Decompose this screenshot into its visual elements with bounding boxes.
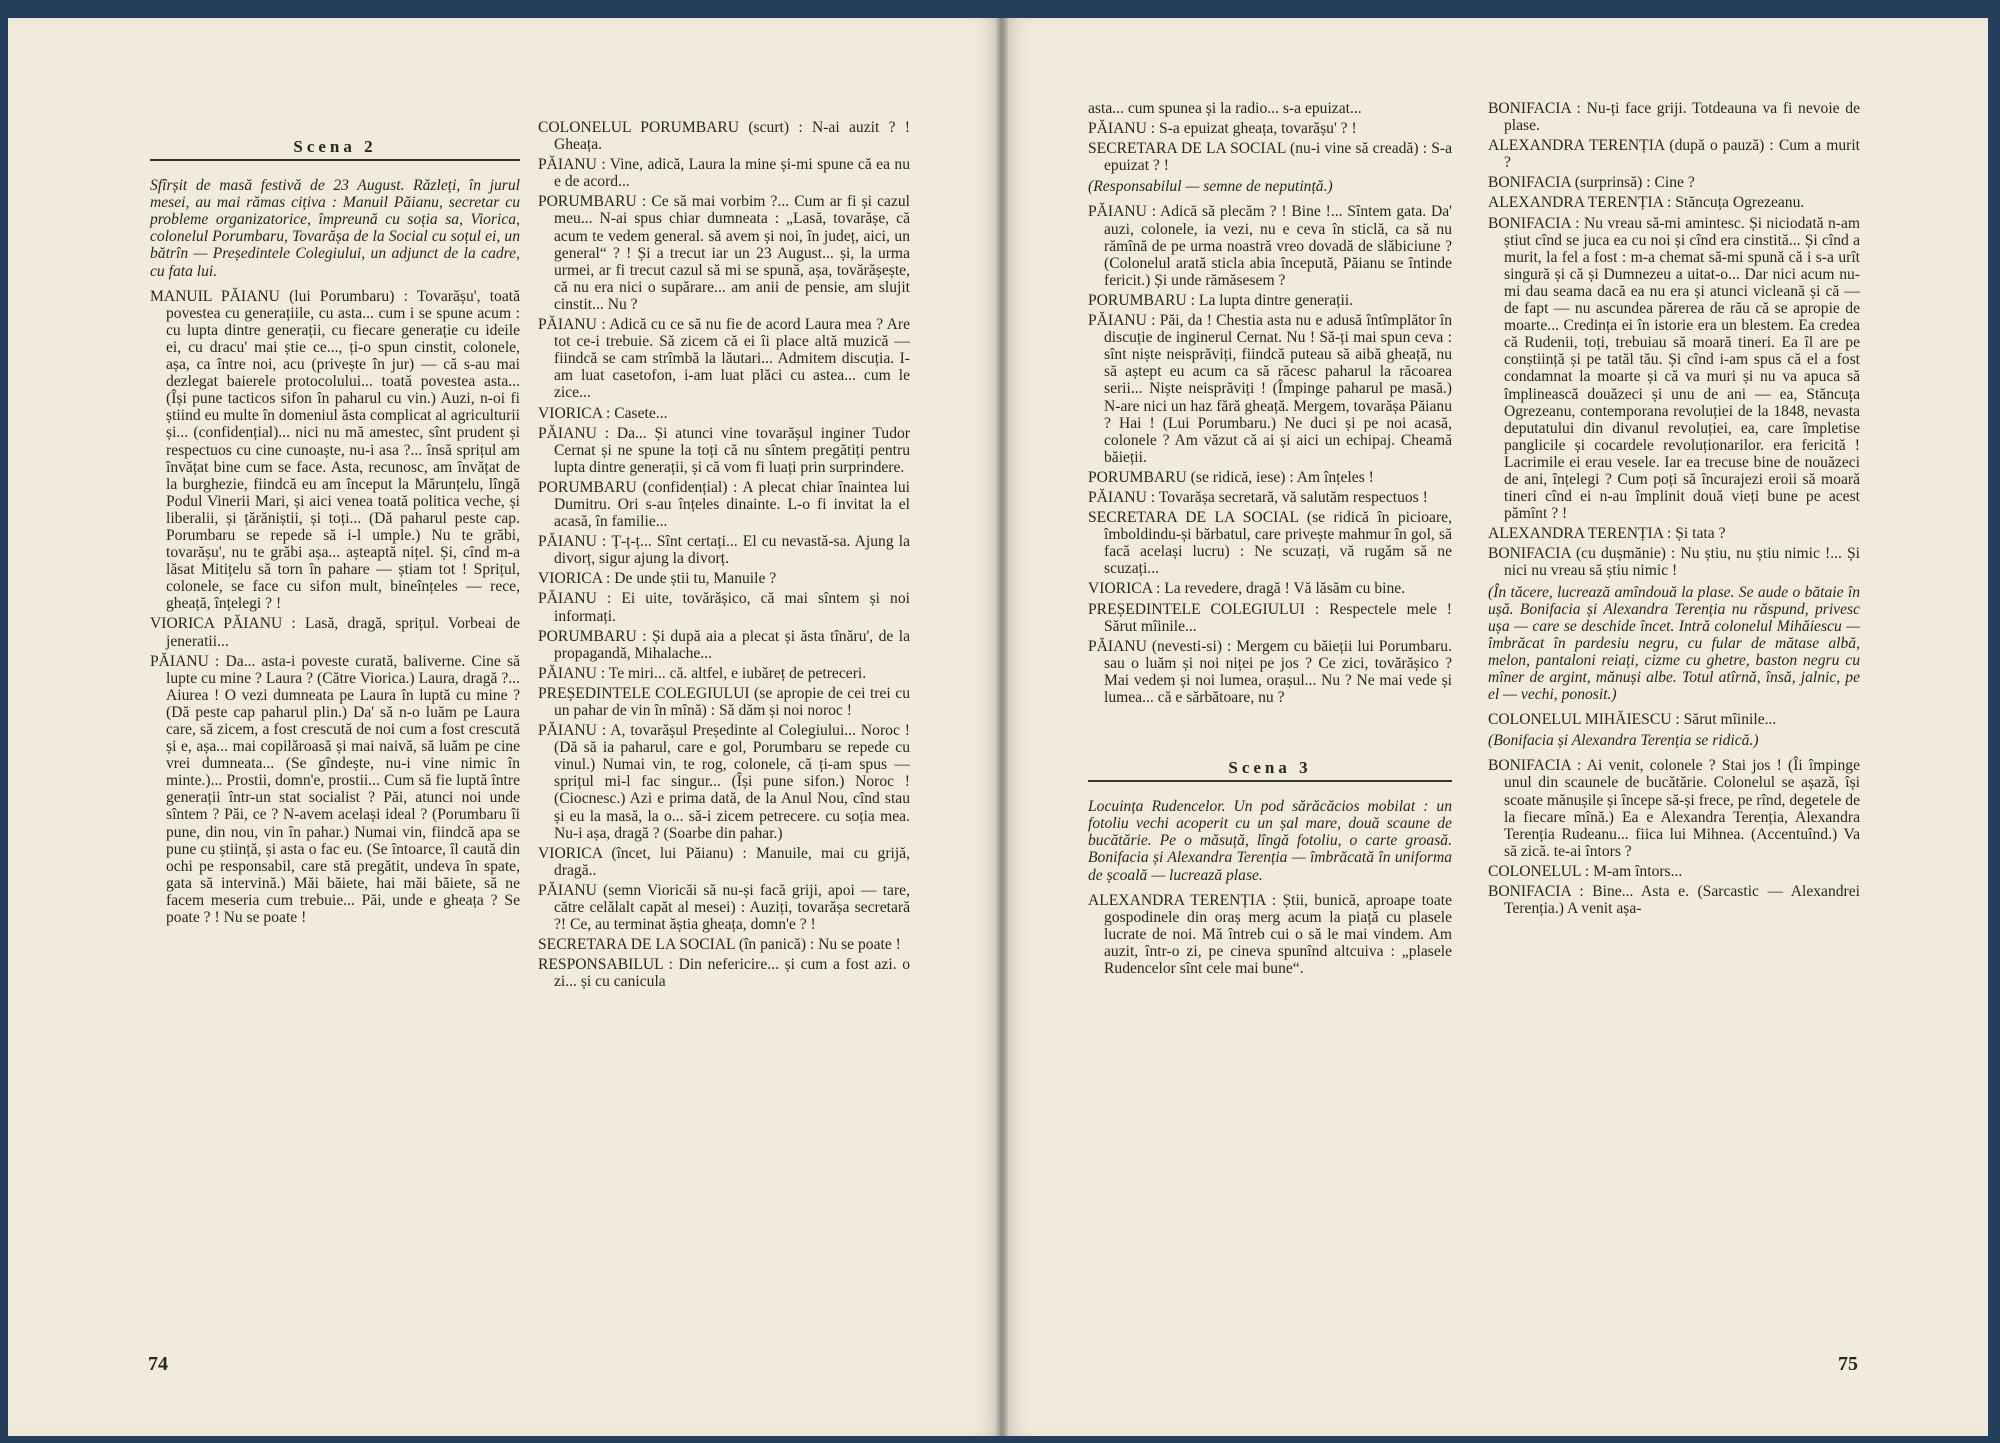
dialogue-line: BONIFACIA : Nu-ți face griji. Totdeauna va fi nevoie de plase. — [1488, 100, 1860, 135]
stage-direction: Locuința Rudencelor. Un pod sărăcăcios mobilat : un fotoliu vechi acoperit cu un șal mare, două scaune de bucătărie. Pe o măsuță, lîngă fotoliu, o carte groasă. Bonifacia și Alexandra Terenția — îmbrăcată în uniforma de școală — lucrează plase. — [1088, 798, 1452, 884]
dialogue-line: PĂIANU : Da... Și atunci vine tovarășul inginer Tudor Cernat și ne spune la toți că nu sîntem pregătiți pentru lupta dintre generații, și că vom fi luați prin surprindere. — [538, 424, 910, 476]
dialogue-line: MANUIL PĂIANU (lui Porumbaru) : Tovarășu', toată povestea cu generațiile, cu asta... cum i se spune acum : cu lupta dintre generații, cu fiecare generație cu ideile ei, cu dracu' mai știe ce..., ți-o spun cinstit, colonele, așa, ca între noi, acu (privește în jur) — că s-au mai dezlegat baierele protocolului... toată povestea asta... (Își pune tacticos sifon în paharul cu vin.) Auzi, n-oi fi știind eu multe în domeniul ăsta complicat al agriculturii și... (confidențial)... nici nu mă amestec, sînt prudent și respectuos cu cine cunoaște, nu-i asa ?... însă sprițul am învățat bine cum se face. Asta, recunosc, am învățat de la burghezie, fiindcă eu am început la Mărunțelu, lîngă Podul Vinerii Mari, și aici venea toată politica veche, și liberalii, și țărăniștii, și toți... (Dă paharul peste cap. Porumbaru se repede să i-l umple.) Nu te grăbi, tovarășu', nu te grăbi așa... așteaptă nițel. Și, cînd m-a lăsat Mitițelu să torn în pahare — știam tot ! Sprițul, colonele, se face cu sifon mult, bineînțeles — rece, gheață, înțelegi ? ! — [150, 287, 520, 613]
book-gutter — [996, 18, 1008, 1436]
page-number-left: 74 — [148, 1353, 168, 1375]
dialogue-line: PĂIANU : Păi, da ! Chestia asta nu e adusă întîmplător în discuție de inginerul Cernat. Nu ! Să-ți mai spun ceva : sînt niște neisprăviți, fiindcă puteau să aibă gheață, nu să aștept eu acum ca să răcesc paharul la răcoarea serii... Niște neisprăviți ! (Împinge paharul pe masă.) N-are nici un haz fără gheață. Mergem, tovarășa Păianu ? Hai ! (Lui Porumbaru.) Ne duci și pe noi acasă, colonele ? Am văzut că ai și aici un echipaj. Cheamă băieții. — [1088, 312, 1452, 466]
left-page — [8, 18, 1002, 1436]
dialogue-line: ALEXANDRA TERENȚIA (după o pauză) : Cum a murit ? — [1488, 137, 1860, 172]
spacer — [1088, 709, 1452, 745]
dialogue-continuation: asta... cum spunea și la radio... s-a epuizat... — [1088, 100, 1362, 117]
stage-direction: (Responsabilul — semne de neputință.) — [1088, 178, 1333, 196]
scene-heading: Scena 2 — [293, 137, 377, 156]
dialogue-line: VIORICA : La revedere, dragă ! Vă lăsăm cu bine. — [1088, 580, 1406, 598]
dialogue-line: BONIFACIA : Nu vreau să-mi amintesc. Și niciodată n-am știut cînd se juca ea cu noi și cînd era cinstită... Și cînd a murit, la fel a fost : m-a chemat să-mi spună că i s-a urît singură și că și Dumnezeu a uitat-o... Dar nici acum nu-mi dau seama dacă ea nu era și atunci vicleană și că — de fapt — nu ascundea părerea de rău că se apropie de moarte... Credința ei în istorie era un blestem. Ea credea că Rudenii, toți, trebuiau să moară tineri. Ea îl are pe conștiință și pe tatăl tău. Și cînd i-am spus că el a fost condamnat la moarte și că va muri și nu va apuca să împlinească douăzeci și unu de ani — ea, Stăncuța Ogrezeanu, contemporana revoluției de la 1848, nevasta deputatului din divanul revoluției, ea, care împletise panglicile și cocardele revoluționarilor. era fericită ! Lacrimile ei erau vesele. Iar ea trecuse bine de nouăzeci de ani, înțelegi ? Cum poți să încurajezi eroii să moară tineri cînd ei n-au împlinit două vieți bune pe acest pămînt ? ! — [1488, 214, 1860, 523]
dialogue-line: PĂIANU : Vine, adică, Laura la mine și-mi spune că ea nu e de acord... — [538, 156, 910, 191]
right-page — [1002, 18, 1988, 1436]
dialogue-line: BONIFACIA : Ai venit, colonele ? Stai jos ! (Îi împinge unul din scaunele de bucătărie. Colonelul se așază, își scoate mănușile și începe să-și frece, pe rînd, degetele de la fiecare mînă.) Ea e Alexandra Terenția, Alexandra Terenția Rudeanu... fiica lui Mihnea. (Accentuînd.) Va să zică. te-ai întors ? — [1488, 757, 1860, 860]
dialogue-line: PĂIANU (semn Vioricăi să nu-și facă griji, apoi — tare, către celălalt capăt al mesei) : Auziți, tovarășa secretară ?! Ce, au terminat ăștia gheața, domn'e ? ! — [538, 881, 910, 934]
dialogue-line: SECRETARA DE LA SOCIAL (în panică) : Nu se poate ! — [538, 936, 901, 954]
dialogue-line: PREȘEDINTELE COLEGIULUI (se apropie de cei trei cu un pahar de vin în mînă) : Să dăm și noi noroc ! — [538, 684, 910, 719]
dialogue-line: ALEXANDRA TERENȚIA : Stăncuța Ogrezeanu. — [1488, 194, 1805, 212]
scene-divider — [150, 159, 520, 161]
dialogue-line: RESPONSABILUL : Din nefericire... și cum a fost azi. o zi... și cu canicula — [538, 956, 910, 991]
left-column-2 — [538, 119, 910, 994]
dialogue-line: BONIFACIA (cu dușmănie) : Nu știu, nu știu nimic !... Și nici nu vreau să știu nimic ! — [1488, 545, 1860, 580]
dialogue-line: PĂIANU : Ț-ț-ț... Sînt certați... El cu nevastă-sa. Ajung la divorț, sigur ajung la divorț. — [538, 533, 910, 568]
dialogue-line: PORUMBARU (confidențial) : A plecat chiar înaintea lui Dumitru. Ori s-au înțeles dinainte. L-o fi invitat la el acasă, în familie... — [538, 478, 910, 531]
scene-divider — [1088, 780, 1452, 782]
dialogue-line: PORUMBARU : Și după aia a plecat și ăsta tînăru', de la propagandă, Mihalache... — [538, 627, 910, 662]
dialogue-line: BONIFACIA (surprinsă) : Cine ? — [1488, 174, 1695, 192]
right-column-2 — [1488, 100, 1860, 920]
dialogue-line: ALEXANDRA TERENȚIA : Și tata ? — [1488, 525, 1726, 543]
dialogue-line: VIORICA (încet, lui Păianu) : Manuile, mai cu grijă, dragă.. — [538, 844, 910, 879]
dialogue-line: PĂIANU (nevesti-si) : Mergem cu băieții lui Porumbaru. sau o luăm și noi niței pe jos ? Ce zici, tovărășico ? Mai vedem și noi lumea, orașul... Nu ? Ne mai vede și lumea... că e sărbătoare, nu ? — [1088, 637, 1452, 706]
right-column-1 — [1088, 100, 1452, 980]
dialogue-line: SECRETARA DE LA SOCIAL (se ridică în picioare, îmboldindu-și bărbatul, care privește mahmur în gol, să facă același lucru) : Ne scuzați, vă rugăm să ne scuzați... — [1088, 509, 1452, 578]
dialogue-line: VIORICA : De unde știi tu, Manuile ? — [538, 570, 777, 588]
dialogue-line: PORUMBARU : La lupta dintre generații. — [1088, 291, 1354, 309]
dialogue-line: PĂIANU : Tovarășa secretară, vă salutăm respectuos ! — [1088, 488, 1428, 506]
dialogue-line: VIORICA PĂIANU : Lasă, dragă, sprițul. Vorbeai de jeneratii... — [150, 615, 520, 650]
dialogue-line: ALEXANDRA TERENȚIA : Știi, bunică, aproape toate gospodinele din oraș merg acum la piață cu plasele lucrate de noi. Mă întreb cui o să le mai vindem. Am auzit, într-o zi, pe cineva spunînd altcuiva : „plasele Rudencelor sînt cele mai bune“. — [1088, 891, 1452, 978]
dialogue-line: COLONELUL : M-am întors... — [1488, 862, 1683, 880]
dialogue-line: PORUMBARU : Ce să mai vorbim ?... Cum ar fi și cazul meu... N-ai spus chiar dumneata : „Lasă, tovarășe, că acum te vedem general. să avem și noi, în județ, aici, un general“ ? ! Și a trecut iar un 23 August... și, la urma urmei, ar fi trecut cazul să mi se spună, așa, tovărășește, că nu era nici o supărare... am anii de pensie, am slujit cinstit... Nu ? — [538, 193, 910, 313]
dialogue-line: PĂIANU : A, tovarășul Președinte al Colegiului... Noroc ! (Dă să ia paharul, care e gol, Porumbaru se repede cu vinul.) Numai vin, te rog, colonele, că ți-am spus — sprițul mi-l fac singur... (Își pune sifon.) Noroc ! (Ciocnesc.) Azi e prima dată, de la Anul Nou, cînd stau și eu la masă, la o... să-i zicem petrecere. cu soția mea. Nu-i așa, dragă ? (Soarbe din pahar.) — [538, 722, 910, 842]
dialogue-line: PREȘEDINTELE COLEGIULUI : Respectele mele ! Sărut mîinile... — [1088, 600, 1452, 635]
dialogue-line: BONIFACIA : Bine... Asta e. (Sarcastic — Alexandrei Terenția.) A venit așa- — [1488, 883, 1860, 918]
dialogue-line: SECRETARA DE LA SOCIAL (nu-i vine să creadă) : S-a epuizat ? ! — [1088, 140, 1452, 175]
stage-direction: Sfîrșit de masă festivă de 23 August. Răzleți, în jurul mesei, au mai rămas cițiva : Manuil Păianu, secretar cu probleme organizatorice, împreună cu soția sa, Viorica, colonelul Porumbaru, Tovarășa de la Social cu soțul ei, un bătrîn — Președintele Colegiului, un adjunct de la cadre, cu fata lui. — [150, 177, 520, 280]
dialogue-line: PĂIANU : Adică cu ce să nu fie de acord Laura mea ? Are tot ce-i trebuie. Să zicem că ei îi place altă muzică — fiindcă se cam strîmbă la lăutari... Admitem discuția. I-am luat casetofon, i-am luat plăci cu astea... cum le zice... — [538, 316, 910, 402]
dialogue-line: PĂIANU : Ei uite, tovărășico, că mai sîntem și noi informați. — [538, 590, 910, 625]
page-number-right: 75 — [1838, 1353, 1858, 1375]
stage-direction: (Bonifacia și Alexandra Terenția se ridică.) — [1488, 732, 1759, 750]
dialogue-line: PĂIANU : Adică să plecăm ? ! Bine !... Sîntem gata. Da' auzi, colonele, ia vezi, nu e ceva în sticlă, ca să nu rămînă de pe urma noastră vreo dovadă de slăbiciune ? (Colonelul arată sticla abia începută, Păianu se întinde fericit.) Și unde rămăsesem ? — [1088, 203, 1452, 289]
stage-direction: (În tăcere, lucrează amîndouă la plase. Se aude o bătaie în ușă. Bonifacia și Alexandra Terenția nu răspund, privesc ușa — care se deschide încet. Intră colonelul Mihăiescu — îmbrăcat în pardesiu negru, cu fular de mătase albă, melon, pantaloni reiați, cizme cu ghetre, baston negru cu mîner de argint, mănuși albe. Totul atîrnă, însă, jalnic, pe el — vechi, ponosit.) — [1488, 583, 1860, 704]
dialogue-line: PĂIANU : S-a epuizat gheața, tovarășu' ? ! — [1088, 120, 1357, 138]
dialogue-line: COLONELUL MIHĂIESCU : Sărut mîinile... — [1488, 711, 1777, 729]
dialogue-line: PĂIANU : Da... asta-i poveste curată, baliverne. Cine să lupte cu mine ? Laura ? (Către Viorica.) Laura, dragă ?... Aiurea ! O vezi dumneata pe Laura în luptă cu mine ? (Dă peste cap paharul plin.) Da' să n-o luăm pe Laura care, să zicem, a fost crescută de noi cum a fost crescută și e, așa... mai copilăroasă și mai naivă, să luăm pe cine vrei dumneata... (Se gîndește, nu-i vine nimic în minte.)... Prostii, domn'e, prostii... Cum să fie luptă între generații într-un stat socialist ? Păi, atunci noi unde sîntem ? Păi, ce ? N-avem același ideal ? (Porumbaru îi pune, din nou, vin în pahar.) Numai vin, fiindcă apa se pune cu știință, și asta o fac eu. (Se întoarce, îl caută din ochi pe responsabil, care stă pregătit, undeva în spate, gata să intervină.) Măi băiete, hai măi băiete, să ne facem meseria cum trebuie... Păi, unde e gheața ? Se poate ? ! Nu se poate ! — [150, 652, 520, 927]
dialogue-line: COLONELUL PORUMBARU (scurt) : N-ai auzit ? ! Gheața. — [538, 119, 910, 154]
left-column-1 — [150, 124, 520, 929]
dialogue-line: PORUMBARU (se ridică, iese) : Am înțeles ! — [1088, 468, 1374, 486]
dialogue-line: PĂIANU : Te miri... că. altfel, e iubăreț de petreceri. — [538, 664, 867, 682]
dialogue-line: VIORICA : Casete... — [538, 404, 668, 422]
scene-heading: Scena 3 — [1228, 758, 1312, 778]
